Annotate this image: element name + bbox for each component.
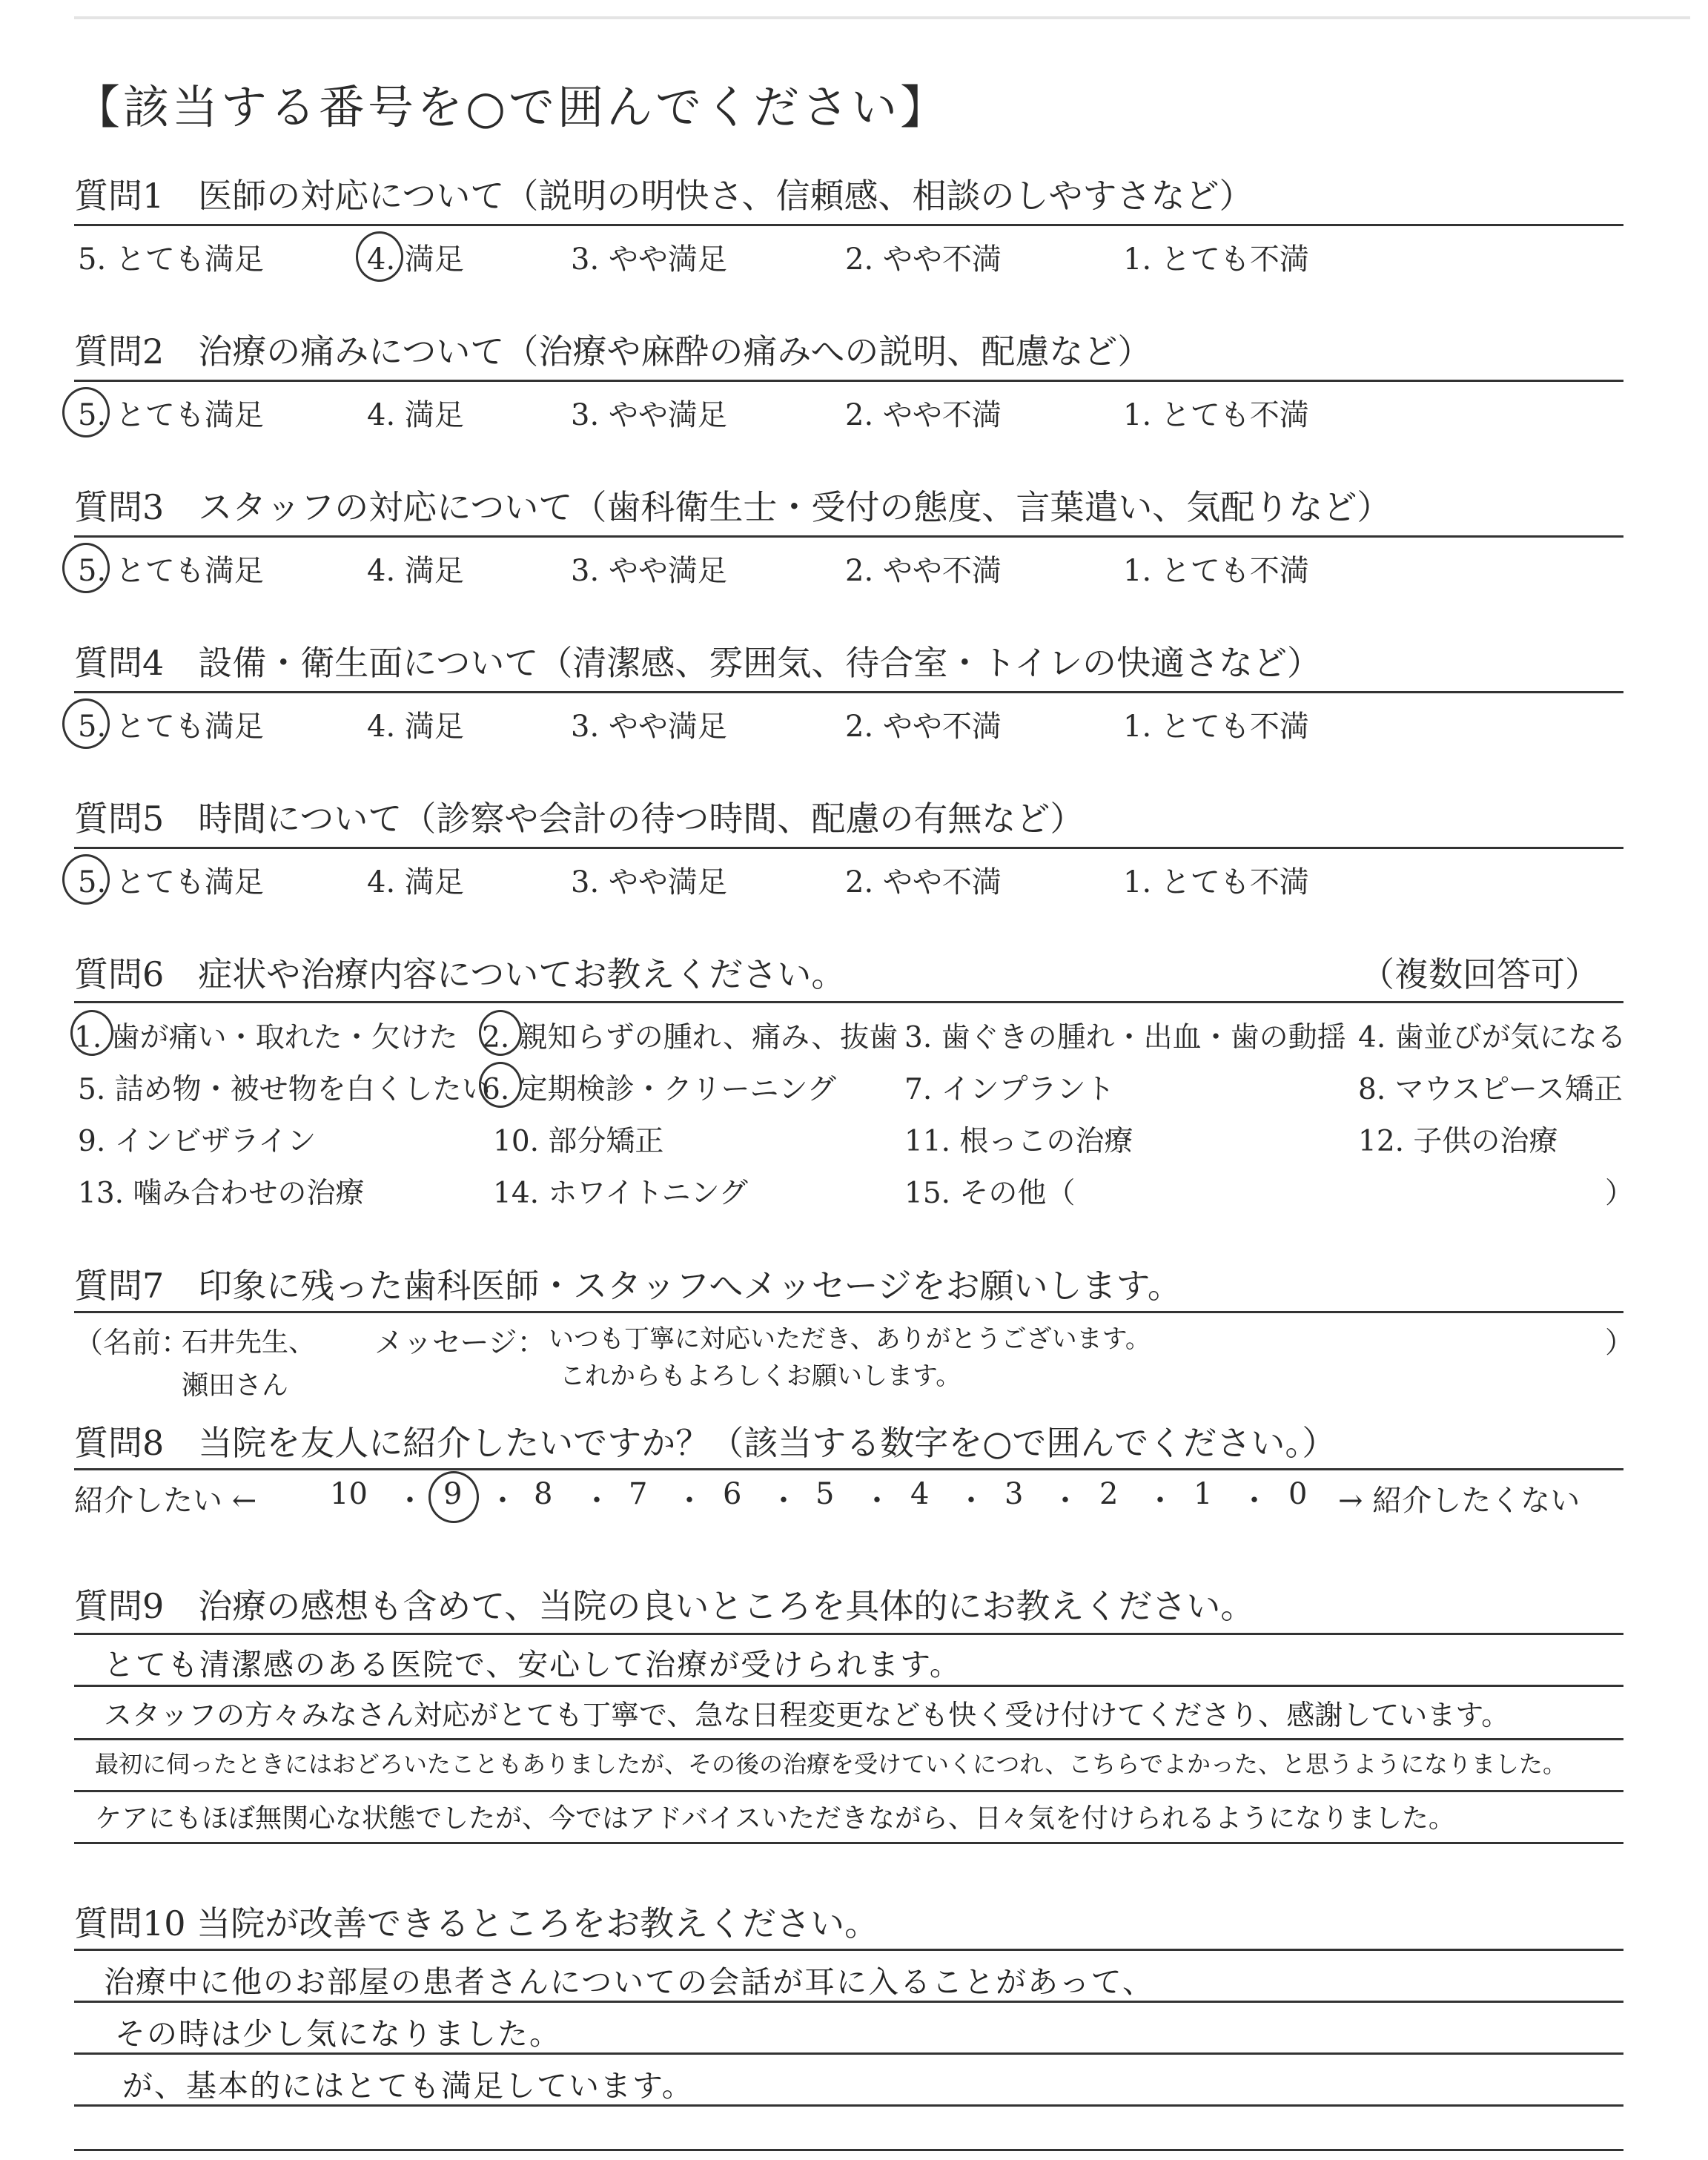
q6-option-12[interactable]: 12. 子供の治療 — [1358, 1125, 1558, 1158]
q8-dot: ・ — [956, 1484, 986, 1518]
question-10-rule-5 — [74, 2149, 1623, 2151]
question-2-title: 質問2 治療の痛みについて（治療や麻酔の痛みへの説明、配慮など） — [74, 331, 1152, 371]
question-6-title: 質問6 症状や治療内容についてお教えください。 — [74, 954, 846, 994]
q7-name-1[interactable]: 石井先生、 — [182, 1327, 316, 1358]
q2-selection-circle — [62, 387, 110, 437]
q1-option-4[interactable]: 4. 満足 — [367, 242, 464, 277]
question-7-title: 質問7 印象に残った歯科医師・スタッフへメッセージをお願いします。 — [74, 1266, 1182, 1306]
q8-dot: ・ — [395, 1484, 425, 1518]
question-6-note: （複数回答可） — [1360, 954, 1599, 994]
q7-message-label: メッセージ： — [374, 1327, 546, 1360]
q8-score-2[interactable]: 2 — [1099, 1477, 1119, 1511]
q7-message-line-2[interactable]: これからもよろしくお願いします。 — [560, 1361, 961, 1391]
q5-selection-circle — [62, 854, 110, 905]
q1-option-3[interactable]: 3. やや満足 — [571, 242, 727, 277]
q5-option-2[interactable]: 2. やや不満 — [845, 865, 1002, 899]
q6-selection-circle-6 — [479, 1062, 522, 1108]
q8-score-9[interactable]: 9 — [443, 1477, 463, 1511]
question-9-rule-1 — [74, 1633, 1623, 1635]
question-10-rule-3 — [74, 2052, 1623, 2055]
q8-dot: ・ — [1239, 1484, 1269, 1518]
q2-option-5[interactable]: 5. とても満足 — [78, 398, 264, 432]
q3-option-4[interactable]: 4. 満足 — [367, 554, 464, 588]
q10-answer-line-2[interactable]: その時は少し気になりました。 — [115, 2016, 561, 2052]
q6-selection-circle-2 — [479, 1010, 522, 1056]
q6-option-10[interactable]: 10. 部分矯正 — [493, 1125, 664, 1158]
q7-name-2[interactable]: 瀬田さん — [182, 1370, 289, 1401]
q8-score-1[interactable]: 1 — [1194, 1477, 1213, 1511]
q2-option-1[interactable]: 1. とても不満 — [1123, 398, 1309, 432]
q8-score-8[interactable]: 8 — [534, 1477, 553, 1511]
q7-close-paren: ） — [1605, 1327, 1635, 1360]
q1-option-5[interactable]: 5. とても満足 — [78, 242, 264, 277]
q8-score-10[interactable]: 10 — [330, 1477, 368, 1511]
q5-option-1[interactable]: 1. とても不満 — [1123, 865, 1309, 899]
q5-option-5[interactable]: 5. とても満足 — [78, 865, 264, 899]
q8-score-0[interactable]: 0 — [1288, 1477, 1308, 1511]
q8-score-5[interactable]: 5 — [815, 1477, 835, 1511]
q4-option-1[interactable]: 1. とても不満 — [1123, 710, 1309, 744]
q8-dot: ・ — [675, 1484, 704, 1518]
q8-left-label: 紹介したい ← — [74, 1484, 257, 1518]
question-5-title: 質問5 時間について（診察や会計の待つ時間、配慮の有無など） — [74, 799, 1085, 839]
question-7-rule — [74, 1311, 1623, 1313]
q6-option-5[interactable]: 5. 詰め物・被せ物を白くしたい — [78, 1073, 491, 1106]
q5-option-3[interactable]: 3. やや満足 — [571, 865, 727, 899]
question-3-rule — [74, 535, 1623, 538]
q4-option-2[interactable]: 2. やや不満 — [845, 710, 1002, 744]
q4-option-3[interactable]: 3. やや満足 — [571, 710, 727, 744]
q2-option-4[interactable]: 4. 満足 — [367, 398, 464, 432]
question-4-title: 質問4 設備・衛生面について（清潔感、雰囲気、待合室・トイレの快適さなど） — [74, 643, 1322, 683]
q3-option-1[interactable]: 1. とても不満 — [1123, 554, 1309, 588]
q10-answer-line-3[interactable]: が、基本的にはとても満足しています。 — [122, 2068, 694, 2104]
q6-option-15-close: ） — [1605, 1177, 1635, 1210]
q3-option-3[interactable]: 3. やや満足 — [571, 554, 727, 588]
q4-option-4[interactable]: 4. 満足 — [367, 710, 464, 744]
q3-selection-circle — [62, 543, 110, 593]
question-5-rule — [74, 847, 1623, 849]
q7-message-line-1[interactable]: いつも丁寧に対応いただき、ありがとうございます。 — [549, 1324, 1151, 1354]
question-9-rule-2 — [74, 1685, 1623, 1687]
question-9-rule-3 — [74, 1738, 1623, 1740]
q6-option-14[interactable]: 14. ホワイトニング — [493, 1177, 748, 1210]
top-border — [74, 16, 1690, 19]
q4-selection-circle — [62, 698, 110, 749]
question-10-rule-2 — [74, 2001, 1623, 2003]
question-9-rule-4 — [74, 1790, 1623, 1792]
q6-option-9[interactable]: 9. インビザライン — [78, 1125, 317, 1158]
q1-selection-circle — [356, 231, 403, 282]
q10-answer-line-1[interactable]: 治療中に他のお部屋の患者さんについての会話が耳に入ることがあって、 — [104, 1964, 1154, 2000]
question-2-rule — [74, 380, 1623, 382]
q6-option-13[interactable]: 13. 噛み合わせの治療 — [78, 1177, 365, 1210]
q8-dot: ・ — [488, 1484, 517, 1518]
q6-option-15[interactable]: 15. その他（ — [904, 1177, 1076, 1210]
q5-option-4[interactable]: 4. 満足 — [367, 865, 464, 899]
q6-option-4[interactable]: 4. 歯並びが気になる — [1358, 1021, 1626, 1054]
question-1-rule — [74, 224, 1623, 226]
q8-dot: ・ — [1145, 1484, 1175, 1518]
q1-option-2[interactable]: 2. やや不満 — [845, 242, 1002, 277]
q6-option-3[interactable]: 3. 歯ぐきの腫れ・出血・歯の動揺 — [904, 1021, 1346, 1054]
q9-answer-line-2[interactable]: スタッフの方々みなさん対応がとても丁寧で、急な日程変更なども快く受け付けてくださり、感謝しています。 — [104, 1699, 1510, 1731]
question-10-rule-4 — [74, 2104, 1623, 2107]
q6-option-7[interactable]: 7. インプラント — [904, 1073, 1115, 1106]
question-6-rule — [74, 1001, 1623, 1003]
q9-answer-line-3[interactable]: 最初に伺ったときにはおどろいたこともありましたが、その後の治療を受けていくにつれ、こちらでよかった、と思うようになりました。 — [95, 1750, 1566, 1778]
q8-score-3[interactable]: 3 — [1004, 1477, 1024, 1511]
q8-score-7[interactable]: 7 — [629, 1477, 648, 1511]
q7-name-label: （名前： — [74, 1327, 191, 1360]
q2-option-2[interactable]: 2. やや不満 — [845, 398, 1002, 432]
q8-selection-circle — [428, 1471, 479, 1523]
q4-option-5[interactable]: 5. とても満足 — [78, 710, 264, 744]
q1-option-1[interactable]: 1. とても不満 — [1123, 242, 1309, 277]
form-heading: 【該当する番号を○で囲んでください】 — [74, 80, 950, 134]
q3-option-2[interactable]: 2. やや不満 — [845, 554, 1002, 588]
question-9-rule-5 — [74, 1842, 1623, 1844]
q9-answer-line-4[interactable]: ケアにもほぼ無関心な状態でしたが、今ではアドバイスいただきながら、日々気を付けられるようになりました。 — [95, 1803, 1455, 1834]
question-10-title: 質問10 当院が改善できるところをお教えください。 — [74, 1903, 879, 1943]
question-3-title: 質問3 スタッフの対応について（歯科衛生士・受付の態度、言葉遣い、気配りなど） — [74, 487, 1391, 527]
q8-dot: ・ — [582, 1484, 612, 1518]
q8-dot: ・ — [1050, 1484, 1080, 1518]
q8-right-label: → 紹介したくない — [1338, 1484, 1580, 1518]
q8-dot: ・ — [862, 1484, 892, 1518]
question-8-title: 質問8 当院を友人に紹介したいですか？（該当する数字を○で囲んでください。） — [74, 1423, 1337, 1463]
q3-option-5[interactable]: 5. とても満足 — [78, 554, 264, 588]
question-10-rule-1 — [74, 1949, 1623, 1951]
question-9-title: 質問9 治療の感想も含めて、当院の良いところを具体的にお教えください。 — [74, 1586, 1255, 1626]
q6-option-11[interactable]: 11. 根っこの治療 — [904, 1125, 1133, 1158]
q9-answer-line-1[interactable]: とても清潔感のある医院で、安心して治療が受けられます。 — [104, 1647, 961, 1682]
question-8-rule — [74, 1468, 1623, 1470]
q6-option-6[interactable]: 6. 定期検診・クリーニング — [482, 1073, 836, 1106]
q8-score-4[interactable]: 4 — [910, 1477, 930, 1511]
question-4-rule — [74, 691, 1623, 693]
q2-option-3[interactable]: 3. やや満足 — [571, 398, 727, 432]
q6-option-2[interactable]: 2. 親知らずの腫れ、痛み、抜歯 — [482, 1021, 898, 1054]
question-1-title: 質問1 医師の対応について（説明の明快さ、信頼感、相談のしやすさなど） — [74, 176, 1254, 216]
q6-option-8[interactable]: 8. マウスピース矯正 — [1358, 1073, 1623, 1106]
q6-selection-circle-1 — [70, 1010, 113, 1056]
q8-dot: ・ — [769, 1484, 798, 1518]
q8-score-6[interactable]: 6 — [723, 1477, 742, 1511]
q6-option-1[interactable]: 1. 歯が痛い・取れた・欠けた — [74, 1021, 458, 1054]
